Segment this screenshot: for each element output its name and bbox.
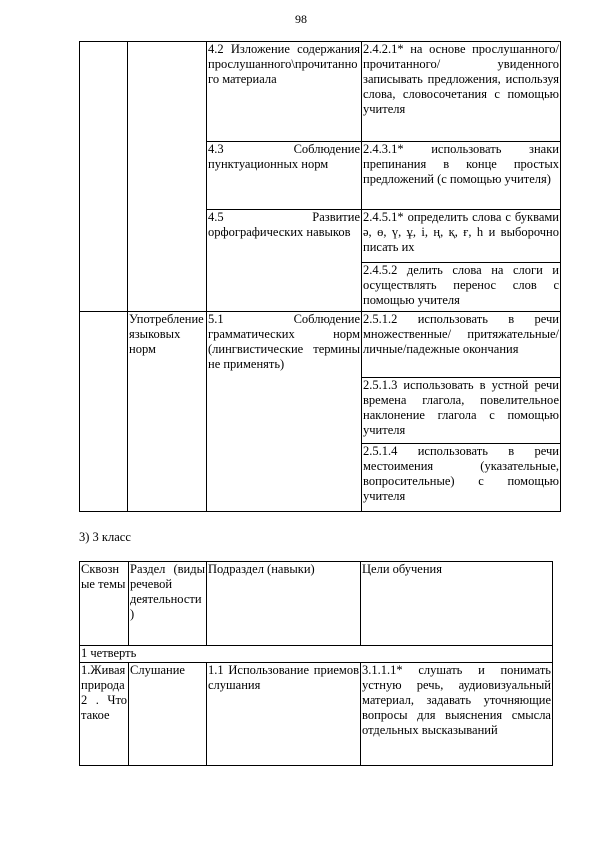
goal-cell: 2.5.1.3 использовать в устной речи времена глагола, повелительное наклонение глагола с помощью учителя — [362, 378, 561, 444]
goal-cell: 2.4.5.2 делить слова на слоги и осуществлять перенос слов с помощью учителя — [362, 263, 561, 312]
theme-cell — [80, 42, 128, 312]
goal-cell: 2.4.2.1* на основе прослушанного/ прочитанного/ увиденного записывать предложения, используя слова, словосочетания с помощью учителя — [362, 42, 561, 142]
section-heading: 3) 3 класс — [79, 530, 131, 544]
subsection-cell: 4.5 Развитие орфографических навыков — [207, 210, 362, 312]
goal-cell: 2.5.1.4 использовать в речи местоимения (указательные, вопросительные) с помощью учителя — [362, 444, 561, 512]
goal-cell: 3.1.1.1* слушать и понимать устную речь, аудиовизуальный материал, задавать уточняющие вопросы для выяснения смысла отдельных высказываний — [361, 663, 553, 766]
subsection-cell: 4.2 Изложение содержания прослушанного\прочитанного материала — [207, 42, 362, 142]
page-number: 98 — [295, 12, 307, 26]
header-cross-themes: Сквозные темы — [80, 562, 129, 646]
subsection-cell: 4.3 Соблюдение пунктуационных норм — [207, 142, 362, 210]
goal-cell: 2.5.1.2 использовать в речи множественные/ притяжательные/ личные/падежные окончания — [362, 312, 561, 378]
goal-cell: 2.4.5.1* определить слова с буквами ә, ө, ү, ұ, і, ң, қ, ғ, һ и выборочно писать их — [362, 210, 561, 263]
subsection-cell: 5.1 Соблюдение грамматических норм (лингвистические термины не применять) — [207, 312, 362, 512]
subsection-cell: 1.1 Использование приемов слушания — [207, 663, 361, 766]
section-cell: Употребление языковых норм — [128, 312, 207, 512]
header-section: Раздел (виды речевой деятельности) — [129, 562, 207, 646]
goal-cell: 2.4.3.1* использовать знаки препинания в конце простых предложений (с помощью учителя) — [362, 142, 561, 210]
curriculum-table-top — [79, 41, 561, 512]
header-goals: Цели обучения — [361, 562, 553, 646]
theme-cell: 1.Живая природа 2 . Что такое — [80, 663, 129, 766]
header-subsection: Подраздел (навыки) — [207, 562, 361, 646]
quarter-row: 1 четверть — [80, 646, 553, 663]
theme-cell — [80, 312, 128, 512]
section-cell — [128, 42, 207, 312]
section-cell: Слушание — [129, 663, 207, 766]
curriculum-table-bottom — [79, 561, 553, 766]
